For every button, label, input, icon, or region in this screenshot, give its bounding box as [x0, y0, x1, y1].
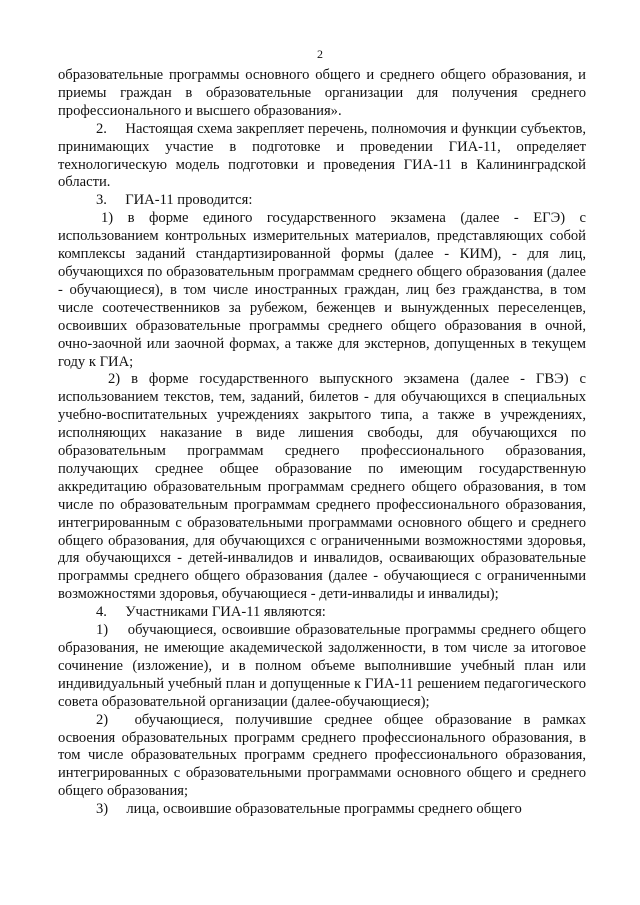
page-number: 2	[317, 47, 323, 61]
paragraph-4-item-2: 2) обучающиеся, получившие среднее общее образование в рамках освоения образовательных программ среднего профессионального образования, в том числе образовательных программ среднего профессионального образования, интегрированных с образовательными программами основного общего и среднего общего образования;	[58, 711, 586, 800]
paragraph-4-item-3: 3) лица, освоившие образовательные программы среднего общего	[96, 801, 522, 818]
paragraph-4-heading: 4. Участниками ГИА-11 являются:	[96, 604, 326, 621]
document-body	[58, 67, 586, 819]
paragraph-3-heading: 3. ГИА-11 проводится:	[96, 192, 253, 209]
paragraph-2: 2. Настоящая схема закрепляет перечень, полномочия и функции субъектов, принимающих участие в подготовке и проведении ГИА-11, определяет технологическую модель подготовки и проведения ГИА-11 в Калининградской области.	[58, 120, 586, 191]
paragraph-3-item-2: 2) в форме государственного выпускного экзамена (далее - ГВЭ) с использованием текстов, тем, заданий, билетов - для обучающихся в специальных учебно-воспитательных учреждениях закрытого типа, а также в учреждениях, исполняющих наказание в виде лишения свободы, для обучающихся по образовательным программам среднего профессионального образования, получающих среднее общее образование по имеющим государственную аккредитацию образовательным программам среднего общего образования, в том числе по образовательным программам среднего профессионального образования, интегрированным с образовательными программами основного общего и среднего общего образования, для обучающихся с ограниченными возможностями здоровья, для обучающихся - детей-инвалидов и инвалидов, осваивающих образовательные программы среднего общего образования (далее - обучающиеся с ограниченными возможностями здоровья, обучающиеся - дети-инвалиды и инвалиды);	[58, 371, 586, 603]
paragraph-4-item-1: 1) обучающиеся, освоившие образовательные программы среднего общего образования, не имеющие академической задолженности, в том числе за итоговое сочинение (изложение), и в полном объеме выполнившие учебный план или индивидуальный учебный план и допущенные к ГИА-11 решением педагогического совета образовательной организации (далее-обучающиеся);	[58, 622, 586, 710]
paragraph-continuation: образовательные программы основного общего и среднего общего образования, и приемы граждан в образовательные организации для получения среднего профессионального и высшего образования».	[58, 67, 586, 119]
paragraph-3-item-1: 1) в форме единого государственного экзамена (далее - ЕГЭ) с использованием контрольных измерительных материалов, представляющих собой комплексы заданий стандартизированной формы (далее - КИМ), - для лиц, обучающихся по образовательным программам среднего общего образования (далее - обучающиеся), в том числе иностранных граждан, лиц без гражданства, в том числе соотечественников за рубежом, беженцев и вынужденных переселенцев, освоивших образовательные программы среднего общего образования в очной, очно-заочной или заочной формах, а также для экстернов, допущенных в текущем году к ГИА;	[58, 210, 586, 370]
